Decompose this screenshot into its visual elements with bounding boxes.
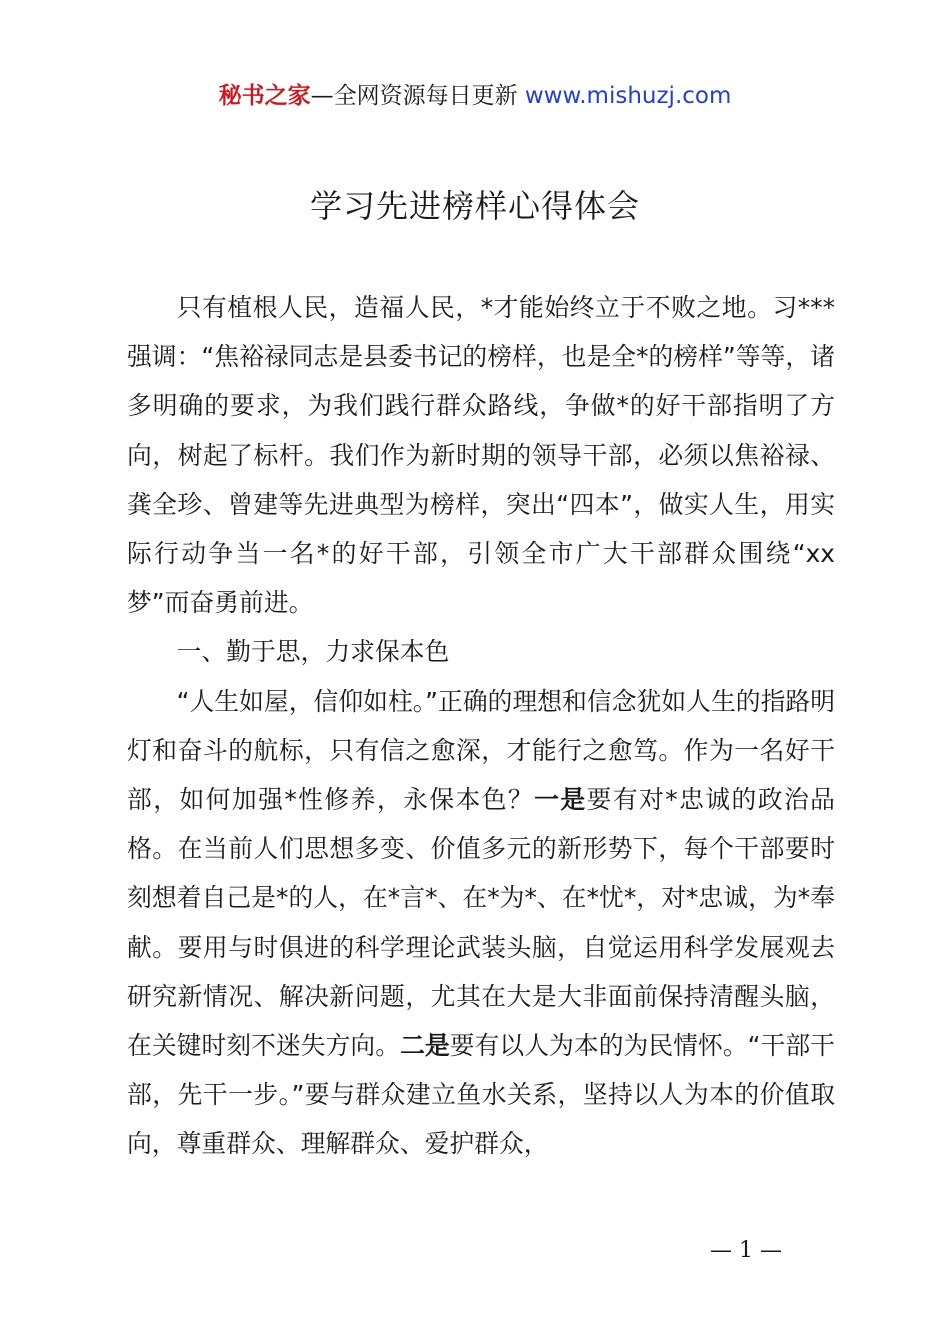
document-title: 学习先进榜样心得体会	[309, 187, 640, 225]
document-body	[127, 283, 835, 1169]
site-banner	[0, 78, 950, 114]
paragraph-text: 要有以人为本的为民情怀。“干部干部，先干一步。”要与群众建立鱼水关系，坚持以人为本的价值取向，尊重群众、理解群众、爱护群众，	[127, 1031, 835, 1159]
site-slogan: —全网资源每日更新	[310, 83, 525, 109]
site-brand: 秘书之家	[218, 83, 311, 109]
bold-marker-second: 二是	[400, 1031, 450, 1061]
paragraph-text: 要有对*忠诚的政治品格。在当前人们思想多变、价值多元的新形势下，每个干部要时刻想着自己是*的人，在*言*、在*为*、在*忧*，对*忠诚，为*奉献。要用与时俱进的科学理论武装头脑，自觉运用科学发展观去研究新情况、解决新问题，尤其在大是大非面前保持清醒头脑，在关键时刻不迷失方向。	[127, 785, 835, 1061]
page-number: — 1 —	[710, 1238, 782, 1263]
site-url-link[interactable]: www.mishuzj.com	[524, 83, 732, 109]
paragraph-intro: 只有植根人民，造福人民，*才能始终立于不败之地。习***强调：“焦裕禄同志是县委书记的榜样，也是全*的榜样”等等，诸多明确的要求，为我们践行群众路线，争做*的好干部指明了方向，树起了标杆。我们作为新时期的领导干部，必须以焦裕禄、龚全珍、曾建等先进典型为榜样，突出“四本”，做实人生，用实际行动争当一名*的好干部，引领全市广大干部群众围绕“xx梦”而奋勇前进。	[127, 293, 835, 618]
paragraph-text: “人生如屋，信仰如柱。”正确的理想和信念犹如人生的指路明灯和奋斗的航标，只有信之愈深，才能行之愈笃。作为一名好干部，如何加强*性修养，永保本色？	[127, 686, 835, 815]
paragraph-section-1	[127, 677, 835, 1169]
bold-marker-first: 一是	[534, 785, 587, 815]
section-heading-1: 一、勤于思，力求保本色	[176, 637, 450, 667]
